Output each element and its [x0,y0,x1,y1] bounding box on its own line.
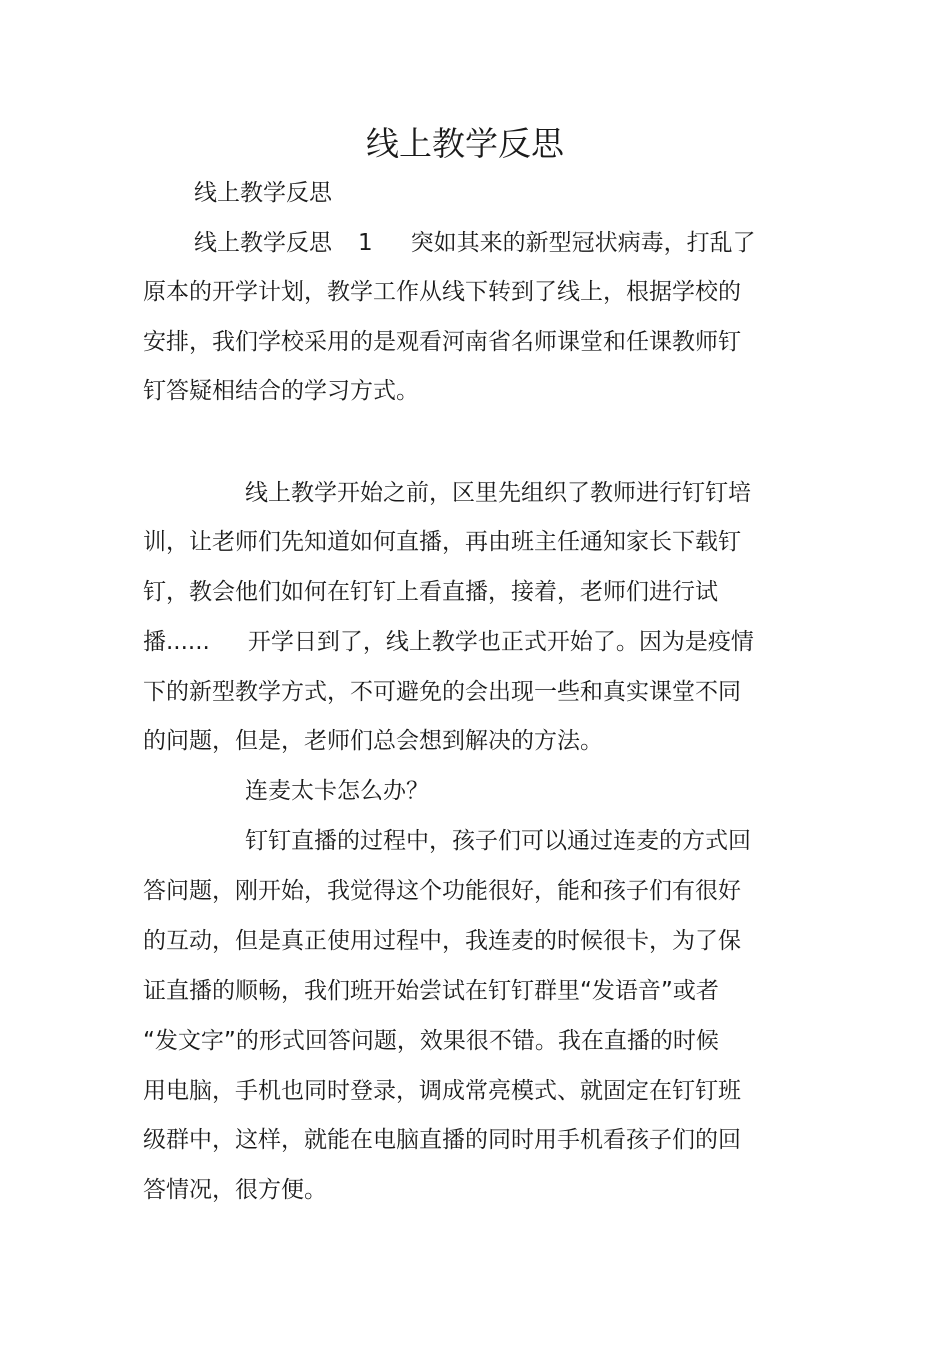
paragraph3-line5: “发文字”的形式回答问题，效果很不错。我在直播的时候 [143,1028,719,1054]
paragraph2-line4-ellipsis: 播...... [143,629,210,655]
paragraph2-line6: 的问题，但是，老师们总会想到解决的方法。 [143,728,603,754]
paragraph2-line1: 线上教学开始之前，区里先组织了教师进行钉钉培 [245,480,751,506]
paragraph2-line5: 下的新型教学方式，不可避免的会出现一些和真实课堂不同 [143,679,741,705]
section-heading: 连麦太卡怎么办？ [245,778,429,804]
paragraph3-line8: 答情况，很方便。 [143,1177,327,1203]
paragraph3-line2: 答问题，刚开始，我觉得这个功能很好，能和孩子们有很好 [143,878,741,904]
section-label: 线上教学反思 [194,230,332,256]
paragraph2-line4 [143,625,754,659]
paragraph3-line6: 用电脑，手机也同时登录，调成常亮模式、就固定在钉钉班 [143,1078,741,1104]
paragraph2-line2: 训，让老师们先知道如何直播，再由班主任通知家长下载钉 [143,529,741,555]
document-title: 线上教学反思 [366,124,564,163]
section-number: 1 [358,230,373,256]
paragraph2-line3: 钉，教会他们如何在钉钉上看直播，接着，老师们进行试 [143,579,718,605]
paragraph1-line4: 钉答疑相结合的学习方式。 [143,378,419,404]
paragraph2-line4-text: 开学日到了，线上教学也正式开始了。因为是疫情 [247,629,754,655]
paragraph1-line3: 安排，我们学校采用的是观看河南省名师课堂和任课教师钉 [143,329,741,355]
paragraph3-line4: 证直播的顺畅，我们班开始尝试在钉钉群里“发语音”或者 [143,978,719,1004]
paragraph3-line3: 的互动，但是真正使用过程中，我连麦的时候很卡，为了保 [143,928,741,954]
paragraph3-line1: 钉钉直播的过程中，孩子们可以通过连麦的方式回 [245,828,751,854]
subtitle: 线上教学反思 [194,180,332,206]
paragraph3-line7: 级群中，这样，就能在电脑直播的同时用手机看孩子们的回 [143,1127,741,1153]
paragraph1-line1-text: 突如其来的新型冠状病毒，打乱了 [410,230,756,256]
paragraph1-line2: 原本的开学计划，教学工作从线下转到了线上，根据学校的 [143,279,741,305]
paragraph1-line1 [194,226,756,260]
